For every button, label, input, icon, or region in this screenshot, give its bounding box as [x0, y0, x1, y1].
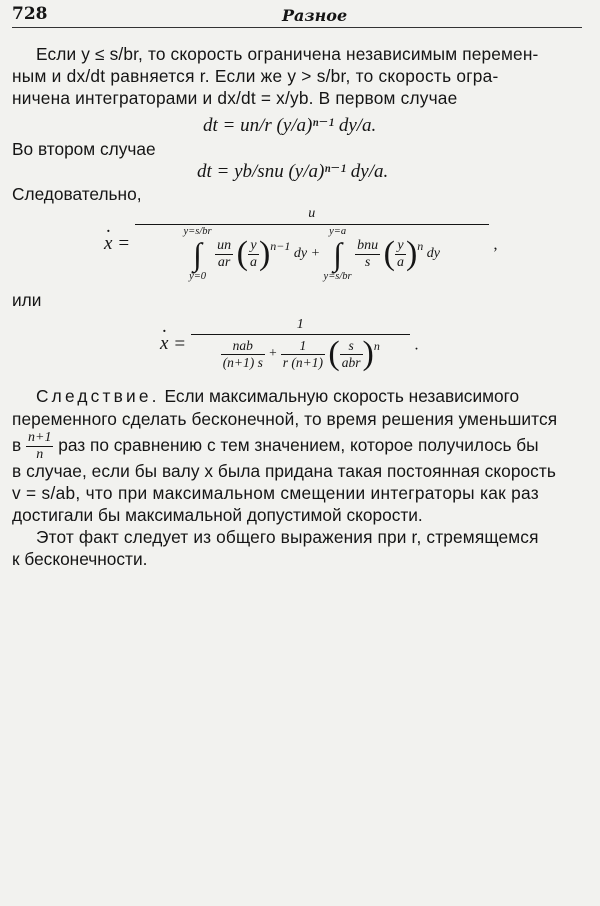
corollary-heading: Следствие. — [36, 386, 160, 406]
corollary-line5: v = s/ab, что при максимальном смещении интеграторы как раз — [12, 483, 539, 503]
corollary-line6: достигали бы максимальной допустимой скорости. — [12, 505, 423, 525]
formula-xdot-integral: . x = u y=s/br ∫ y=0 $\frac{un}{ar}$ ( $\frac{y}{a}$ )n−1 dy + y=a ∫ y=s/br $\frac{\text{bnu}}{s}$ ( $\frac{y}{a}$ )n dy , — [104, 206, 498, 283]
equation-2: dt = yb/snu (y/a)ⁿ⁻¹ dy/a. — [197, 161, 389, 182]
p1-line1: Если y ≤ s/br, то скорость ограничена независимым перемен- — [36, 44, 539, 64]
p1-line2: ным и dx/dt равняется r. Если же y > s/br, то скорость огра- — [12, 66, 499, 86]
running-title: Разное — [282, 6, 348, 25]
integral-1: y=s/br ∫ y=0 — [183, 226, 212, 282]
x-dot-symbol-2: . x — [160, 333, 168, 355]
second-case-text: Во втором случае — [12, 139, 156, 159]
page-number: 728 — [12, 4, 48, 24]
closed-fraction: 1 $\frac{\text{nab}}{(n+1) s}$ + $\frac{1}{r (n+1)}$ ( $\frac{s}{\text{abr}}$ )n — [191, 317, 410, 373]
corollary-line4: в случае, если бы валу x была придана такая постоянная скорость — [12, 461, 556, 481]
therefore-text: Следовательно, — [12, 184, 142, 204]
corollary-line3: в $\frac{n+1}{n}$ раз по сравнению с тем значением, которое получилось бы — [12, 430, 539, 462]
final-line1: Этот факт следует из общего выражения при r, стремящемся — [36, 527, 539, 547]
ratio-fraction: $\frac{n+1}{n}$ — [28, 430, 52, 462]
header-rule — [12, 27, 582, 28]
page-header — [12, 4, 582, 28]
formula-xdot-closed: . x = 1 $\frac{\text{nab}}{(n+1) s}$ + $\frac{1}{r (n+1)}$ ( $\frac{s}{\text{abr}}$ )n . — [160, 317, 419, 373]
corollary-line1: Следствие. Если максимальную скорость независимого — [36, 386, 520, 406]
final-line2: к бесконечности. — [12, 549, 148, 569]
integral-2: y=a ∫ y=s/br — [323, 226, 352, 282]
or-text: или — [12, 290, 42, 310]
corollary-line2: переменного сделать бесконечной, то время решения уменьшится — [12, 409, 558, 429]
equation-1: dt = un/r (y/a)ⁿ⁻¹ dy/a. — [203, 115, 377, 136]
p1-line3: ничена интеграторами и dx/dt = x/yb. В первом случае — [12, 88, 458, 108]
integral-fraction: u y=s/br ∫ y=0 $\frac{un}{ar}$ ( $\frac{y}{a}$ )n−1 dy + y=a ∫ y=s/br $\frac{\text{bnu}}{s}$ ( $\frac{y}{a}$ )n dy — [135, 206, 489, 283]
x-dot-symbol: . x — [104, 233, 112, 255]
